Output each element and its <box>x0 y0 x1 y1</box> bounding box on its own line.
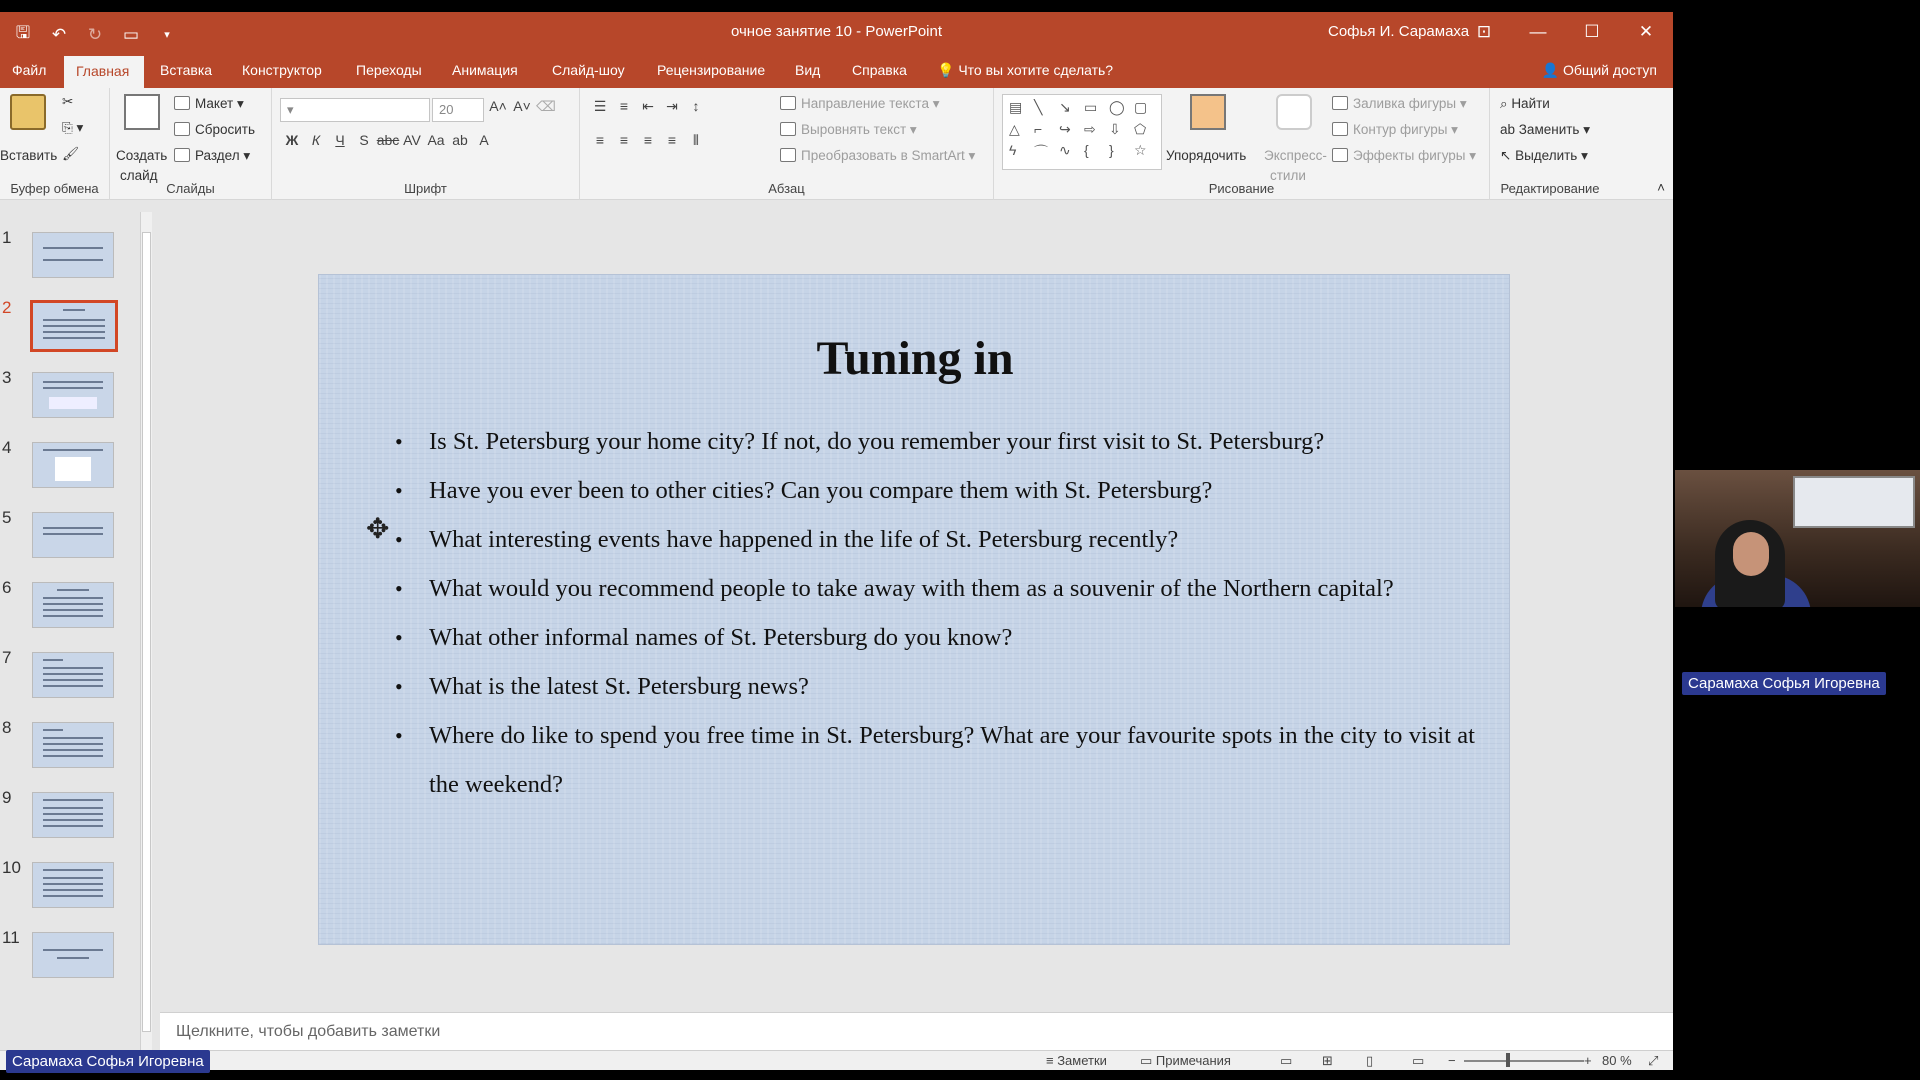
elbow-connector-icon[interactable]: ⌐ <box>1034 120 1043 137</box>
grow-font-icon[interactable]: A˄ <box>489 98 507 114</box>
save-icon[interactable]: 🖫 <box>15 23 31 42</box>
thumbnail-number: 1 <box>2 228 12 247</box>
tab-insert[interactable]: Вставка <box>160 62 213 78</box>
zoom-out-button[interactable]: − <box>1448 1053 1456 1068</box>
powerpoint-window <box>0 12 1673 1070</box>
list-item: • Have you ever been to other cities? Can you compare them with St. Petersburg? <box>395 466 1475 515</box>
window-controls <box>1457 12 1673 52</box>
thumbnail-image <box>32 232 114 278</box>
tab-file[interactable]: Файл <box>12 62 47 78</box>
layout-button[interactable]: Макет ▾ <box>174 96 244 112</box>
shape-fill-label: Заливка фигуры <box>1353 96 1457 111</box>
thumbnail-image <box>32 862 114 908</box>
shape-effects-icon <box>1332 148 1348 162</box>
list-item: • What other informal names of St. Petersburg do you know? <box>395 613 1475 662</box>
down-arrow-shape-icon[interactable]: ⇩ <box>1109 120 1121 137</box>
thumbnail-number: 8 <box>2 718 12 737</box>
font-color-icon[interactable]: A <box>479 132 489 148</box>
slide-thumbnail[interactable] <box>0 578 120 638</box>
maximize-button[interactable]: ☐ <box>1584 22 1600 41</box>
list-item: • What is the latest St. Petersburg news? <box>395 662 1475 711</box>
pentagon-shape-icon[interactable]: ⬠ <box>1134 120 1147 137</box>
align-right-icon[interactable]: ≡ <box>643 132 653 148</box>
right-brace-shape-icon[interactable]: } <box>1109 142 1114 159</box>
thumbnail-image <box>32 722 114 768</box>
reset-button[interactable] <box>174 122 255 137</box>
right-arrow-shape-icon[interactable]: ⇨ <box>1084 120 1096 137</box>
list-buttons <box>588 98 708 115</box>
shape-outline-label: Контур фигуры <box>1353 122 1448 137</box>
notes-toggle-button[interactable]: ≡ Заметки <box>1046 1053 1107 1068</box>
cursor-select-icon: ↖ <box>1500 148 1516 163</box>
scrollbar-thumb[interactable] <box>142 232 151 1032</box>
close-button[interactable]: ✕ <box>1638 22 1654 41</box>
thumbnail-image <box>32 442 114 488</box>
group-clipboard <box>0 88 110 200</box>
ribbon-tabs <box>0 52 1673 88</box>
shadow-icon[interactable]: S <box>359 132 369 148</box>
reset-icon <box>174 122 190 136</box>
paste-button[interactable]: Вставить <box>0 148 58 163</box>
align-text-button[interactable]: Выровнять текст ▾ <box>780 122 917 138</box>
find-label: Найти <box>1511 96 1550 111</box>
thumbnail-number: 4 <box>2 438 12 457</box>
group-label-editing: Редактирование <box>1500 181 1600 196</box>
bullets-icon[interactable]: ☰ <box>593 98 607 114</box>
smartart-icon <box>780 148 796 162</box>
shape-fill-icon <box>1332 96 1348 110</box>
smartart-button[interactable]: Преобразовать в SmartArt ▾ <box>780 148 975 164</box>
document-title: очное занятие 10 - PowerPoint <box>730 23 943 40</box>
justify-icon[interactable]: ≡ <box>667 132 677 148</box>
slide-thumbnail[interactable] <box>0 648 120 708</box>
quick-styles-button[interactable]: Экспресс- <box>1264 148 1327 163</box>
lightbulb-icon: 💡 <box>937 62 955 78</box>
font-format-buttons <box>280 132 496 148</box>
arrange-button[interactable]: Упорядочить <box>1166 148 1247 163</box>
zoom-slider[interactable] <box>1464 1060 1584 1062</box>
font-size-combo[interactable]: 20 <box>432 98 484 122</box>
copy-icon[interactable]: ⎘ ▾ <box>62 120 84 135</box>
status-bar <box>0 1050 1673 1070</box>
underline-icon[interactable]: Ч <box>335 132 345 148</box>
rounded-rect-shape-icon[interactable]: ▢ <box>1134 99 1148 115</box>
text-direction-label: Направление текста <box>801 96 929 111</box>
new-slide-button-line2[interactable]: слайд <box>120 168 158 183</box>
ribbon-display-options-icon[interactable]: ⊡ <box>1476 22 1492 41</box>
quick-styles-button-line2[interactable]: стили <box>1270 168 1306 183</box>
thumbnail-number: 2 <box>2 298 12 317</box>
shape-outline-button[interactable]: Контур фигуры ▾ <box>1332 122 1458 138</box>
group-drawing <box>994 88 1490 200</box>
video-person-face <box>1733 532 1769 576</box>
layout-label: Макет <box>195 96 234 111</box>
list-item: • What interesting events have happened in the life of St. Petersburg recently? <box>395 515 1475 564</box>
thumbnails-scrollbar[interactable] <box>140 212 152 1052</box>
slide-thumbnail[interactable] <box>0 928 120 988</box>
tab-review[interactable]: Рецензирование <box>657 62 766 78</box>
curved-connector-icon[interactable]: ↪ <box>1059 120 1071 137</box>
font-size-controls <box>486 98 558 115</box>
decrease-indent-icon[interactable]: ⇤ <box>642 98 654 114</box>
reset-label: Сбросить <box>195 122 256 137</box>
text-direction-button[interactable]: Направление текста ▾ <box>780 96 940 112</box>
layout-icon <box>174 96 190 110</box>
notes-toggle-label: Заметки <box>1057 1053 1107 1068</box>
arrange-icon[interactable] <box>1190 94 1226 130</box>
tell-me-search[interactable] <box>925 52 1125 88</box>
slide-thumbnail[interactable] <box>0 718 120 778</box>
tab-help[interactable]: Справка <box>852 62 907 78</box>
notes-pane[interactable] <box>160 1012 1673 1050</box>
find-button[interactable] <box>1500 96 1550 112</box>
undo-icon[interactable]: ↶ <box>51 24 67 44</box>
cut-icon[interactable]: ✂ <box>62 94 74 109</box>
slide-title[interactable]: Tuning in <box>816 332 1014 385</box>
section-button[interactable]: Раздел ▾ <box>174 148 250 164</box>
tab-design[interactable]: Конструктор <box>242 62 322 78</box>
align-left-icon[interactable]: ≡ <box>595 132 605 148</box>
slide-thumbnail[interactable] <box>0 438 120 498</box>
thumbnail-image <box>32 372 114 418</box>
slide-thumbnail-selected[interactable] <box>0 298 120 358</box>
italic-icon[interactable]: К <box>311 132 321 148</box>
text-direction-icon <box>780 96 796 110</box>
thumbnail-number: 7 <box>2 648 12 667</box>
reading-view-icon[interactable]: ▯ <box>1366 1053 1374 1068</box>
video-projector-screen <box>1793 476 1915 528</box>
paste-icon[interactable] <box>10 94 46 130</box>
textbox-shape-icon[interactable]: ▤ <box>1009 99 1023 115</box>
participant-video <box>1675 470 1920 607</box>
select-button[interactable]: ↖ Выделить ▾ <box>1500 148 1588 163</box>
slide-thumbnails-pane <box>0 200 146 1050</box>
share-button[interactable] <box>1542 52 1657 88</box>
lightning-shape-icon[interactable]: ϟ <box>1009 142 1017 159</box>
increase-indent-icon[interactable]: ⇥ <box>666 98 678 114</box>
quick-styles-icon[interactable] <box>1276 94 1312 130</box>
tab-animations[interactable]: Анимация <box>452 62 518 78</box>
ribbon <box>0 88 1673 200</box>
align-buttons <box>588 132 708 149</box>
tab-view[interactable]: Вид <box>795 62 821 78</box>
group-label-drawing: Рисование <box>1208 181 1275 196</box>
group-slides <box>110 88 272 200</box>
triangle-shape-icon[interactable]: △ <box>1009 120 1020 137</box>
align-center-icon[interactable]: ≡ <box>619 132 629 148</box>
notes-placeholder: Щелкните, чтобы добавить заметки <box>176 1023 441 1040</box>
clear-format-icon[interactable]: ⌫ <box>536 98 556 114</box>
title-bar <box>0 12 1673 52</box>
shape-fill-button[interactable]: Заливка фигуры ▾ <box>1332 96 1467 112</box>
slide-thumbnail[interactable] <box>0 508 120 568</box>
zoom-slider-thumb[interactable] <box>1506 1053 1510 1067</box>
search-icon: ⌕ <box>1500 96 1512 111</box>
highlight-icon[interactable]: ab <box>452 132 468 148</box>
replace-label: Заменить <box>1518 122 1580 137</box>
curve-shape-icon[interactable]: ∿ <box>1059 142 1071 159</box>
tab-home[interactable]: Главная <box>64 56 144 88</box>
select-label: Выделить <box>1515 148 1578 163</box>
group-paragraph <box>580 88 994 200</box>
group-editing <box>1490 88 1610 200</box>
comments-button[interactable]: ▭ Примечания <box>1140 1053 1231 1068</box>
left-brace-shape-icon[interactable]: { <box>1084 142 1089 159</box>
rectangle-shape-icon[interactable]: ▭ <box>1084 99 1098 115</box>
thumbnail-image <box>32 932 114 978</box>
start-slideshow-icon[interactable]: ▭ <box>122 24 140 44</box>
slide-bullet-list[interactable] <box>395 417 1475 809</box>
line-shape-icon[interactable]: ╲ <box>1034 99 1043 115</box>
slide-thumbnail[interactable] <box>0 368 120 428</box>
list-item: • Where do like to spend you free time in St. Petersburg? What are your favourite spots in the city to visit at the weekend? <box>395 711 1475 809</box>
shapes-gallery[interactable] <box>1002 94 1162 170</box>
tab-slideshow[interactable]: Слайд-шоу <box>552 62 625 78</box>
arc-shape-icon[interactable]: ⌒ <box>1034 144 1048 161</box>
move-cursor-icon: ✥ <box>366 513 390 544</box>
thumbnail-number: 9 <box>2 788 12 807</box>
shape-outline-icon <box>1332 122 1348 136</box>
thumbnail-image <box>32 582 114 628</box>
shape-effects-button[interactable]: Эффекты фигуры ▾ <box>1332 148 1476 164</box>
group-label-font: Шрифт <box>404 181 447 196</box>
thumbnail-image <box>32 652 114 698</box>
line-spacing-icon[interactable]: ↕ <box>692 98 700 114</box>
new-slide-button[interactable]: Создать <box>116 148 168 163</box>
replace-button[interactable]: ab Заменить ▾ <box>1500 122 1590 137</box>
zoom-level[interactable]: 80 % <box>1602 1053 1632 1068</box>
list-item: • Is St. Petersburg your home city? If not, do you remember your first visit to St. Petersburg? <box>395 417 1475 466</box>
comments-label: Примечания <box>1155 1053 1231 1068</box>
person-icon: 👤 <box>1541 62 1560 78</box>
thumbnail-image <box>30 300 118 352</box>
presenter-name-tag: Сарамаха Софья Игоревна <box>6 1050 210 1073</box>
list-item: • What would you recommend people to take away with them as a souvenir of the Northern capital? <box>395 564 1475 613</box>
new-slide-icon[interactable] <box>124 94 160 130</box>
slide-sorter-icon[interactable]: ⊞ <box>1322 1053 1333 1068</box>
bold-icon[interactable]: Ж <box>285 132 299 148</box>
slideshow-view-icon[interactable]: ▭ <box>1412 1053 1425 1068</box>
thumbnail-number: 5 <box>2 508 12 527</box>
shape-effects-label: Эффекты фигуры <box>1353 148 1466 163</box>
shrink-font-icon[interactable]: A˅ <box>513 98 531 114</box>
thumbnail-number: 11 <box>2 928 20 947</box>
minimize-button[interactable]: — <box>1529 22 1547 41</box>
section-label: Раздел <box>195 148 240 163</box>
customize-toolbar-icon[interactable]: ▾ <box>164 29 170 41</box>
arrow-line-shape-icon[interactable]: ↘ <box>1059 99 1071 115</box>
thumbnail-number: 3 <box>2 368 12 387</box>
share-label: Общий доступ <box>1562 62 1657 78</box>
numbering-icon[interactable]: ≡ <box>619 98 629 114</box>
redo-icon[interactable]: ↻ <box>87 24 103 44</box>
font-name-combo[interactable]: ▾ <box>280 98 430 122</box>
oval-shape-icon[interactable]: ◯ <box>1109 99 1125 115</box>
align-text-icon <box>780 122 796 136</box>
section-icon <box>174 148 190 162</box>
format-painter-icon[interactable]: 🖌 <box>62 146 80 161</box>
thumbnail-number: 6 <box>2 578 12 597</box>
collapse-ribbon-icon[interactable]: ˄ <box>1657 180 1665 195</box>
group-label-paragraph: Абзац <box>768 181 805 196</box>
current-slide[interactable] <box>318 274 1510 945</box>
change-case-icon[interactable]: Aa <box>427 132 445 148</box>
star-shape-icon[interactable]: ☆ <box>1134 142 1147 159</box>
smartart-label: Преобразовать в SmartArt <box>801 148 965 163</box>
strikethrough-icon[interactable]: abc <box>376 132 400 148</box>
slide-thumbnail[interactable] <box>0 788 120 848</box>
group-font <box>272 88 580 200</box>
thumbnail-image <box>32 512 114 558</box>
replace-icon: ab <box>1500 122 1519 137</box>
char-spacing-icon[interactable]: AV <box>403 132 421 148</box>
normal-view-icon[interactable]: ▭ <box>1280 1053 1293 1068</box>
participant-name-tag: Сарамаха Софья Игоревна <box>1682 672 1886 695</box>
columns-icon[interactable]: ⫴ <box>693 132 699 148</box>
thumbnail-image <box>32 792 114 838</box>
fit-to-window-icon[interactable]: ⤢ <box>1648 1053 1659 1068</box>
group-label-clipboard: Буфер обмена <box>10 181 99 196</box>
zoom-in-button[interactable]: + <box>1584 1053 1592 1068</box>
account-name[interactable]: Софья И. Сарамаха <box>1328 23 1470 40</box>
tab-transitions[interactable]: Переходы <box>356 62 422 78</box>
slide-thumbnail[interactable] <box>0 228 120 288</box>
slide-thumbnail[interactable] <box>0 858 120 918</box>
align-text-label: Выровнять текст <box>801 122 907 137</box>
tell-me-text: Что вы хотите сделать? <box>958 62 1114 78</box>
thumbnail-number: 10 <box>2 858 21 877</box>
group-label-slides: Слайды <box>166 181 215 196</box>
